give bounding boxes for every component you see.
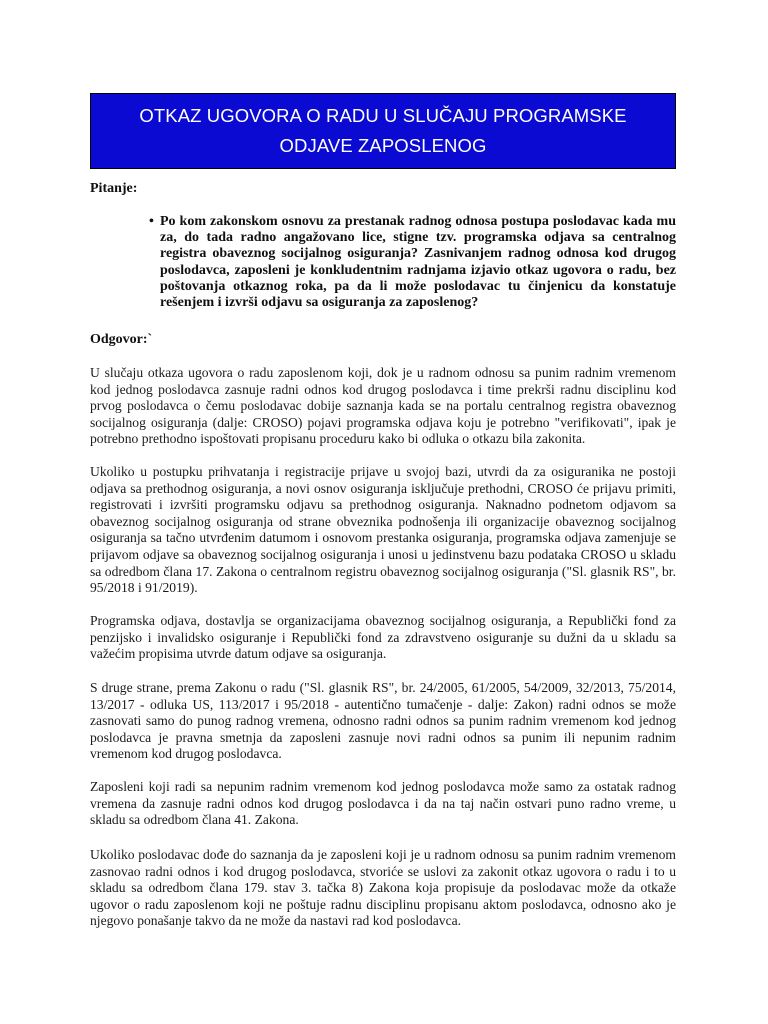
question-item <box>149 214 676 311</box>
answer-paragraph-3: Programska odjava, dostavlja se organizacijama obaveznog socijalnog osiguranja, a Republički fond za penzijsko i invalidsko osiguranje i Republički fond za zdravstveno osiguranje su dužni da u skladu sa važećim propisima utvrde datum odjave sa osiguranja. <box>90 613 676 662</box>
answer-paragraph-6: Ukoliko poslodavac dođe do saznanja da je zaposleni koji je u radnom odnosu sa punim radnim vremenom zasnovao radni odnos i kod drugog poslodavca, stvoriće se uslovi za zakonit otkaz ugovora o radu i to u skladu sa odredbom člana 179. stav 3. tačka 8) Zakona koja propisuje da poslodavac može da otkaže ugovor o radu zaposlenom koji ne poštuje radnu disciplinu propisanu aktom poslodavca, odnosno ako je njegovo ponašanje takvo da ne može da nastavi rad kod poslodavca. <box>90 847 676 929</box>
question-label: Pitanje: <box>90 181 138 196</box>
question-text: Po kom zakonskom osnovu za prestanak radnog odnosa postupa poslodavac kada mu za, do tada radno angažovano lice, stigne tzv. programska odjava sa centralnog registra obaveznog socijalnog osiguranja? Zasnivanjem radnog odnosa kod drugog poslodavca, zaposleni je konkludentnim radnjama izjavio otkaz ugovora o radu, bez poštovanja otkaznog roka, pa da li može poslodavac tu činjenicu da konstatuje rešenjem i izvrši odjavu sa osiguranja za zaposlenog? <box>160 214 676 311</box>
title-banner <box>90 93 676 169</box>
question-list <box>148 214 676 311</box>
answer-paragraph-4: S druge strane, prema Zakonu o radu ("Sl. glasnik RS", br. 24/2005, 61/2005, 54/2009, 32/2013, 75/2014, 13/2017 - odluka US, 113/2017 i 95/2018 - autentično tumačenje - dalje: Zakon) radni odnos se može zasnovati samo do punog radnog vremena, odnosno radni odnos sa punim radnim vremenom kod jednog poslodavca je pravna smetnja da zaposleni zasnuje novi radni odnos sa punim ili nepunim radnim vremenom kod drugog poslodavca. <box>90 680 676 762</box>
answer-paragraph-2: Ukoliko u postupku prihvatanja i registracije prijave u svojoj bazi, utvrdi da za osiguranika ne postoji odjava sa prethodnog osiguranja, a novi osnov osiguranja isključuje prethodni, CROSO će prijavu primiti, registrovati i izvršiti programsku odjavu sa prethodnog osiguranja. Naknadno podnetom odjavom sa obaveznog socijalnog osiguranja od strane obveznika podnošenja ili organizacije obaveznog socijalnog osiguranja sa tačno utvrđenim datumom i osnovom prestanka osiguranja, programska odjava zamenjuje se prijavom odjave sa obaveznog socijalnog osiguranja i unosi u jedinstvenu bazu podataka CROSO u skladu sa odredbom člana 17. Zakona o centralnom registru obaveznog socijalnog osiguranja ("Sl. glasnik RS", br. 95/2018 i 91/2019). <box>90 464 676 596</box>
document-title: OTKAZ UGOVORA O RADU U SLUČAJU PROGRAMSKE ODJAVE ZAPOSLENOG <box>139 105 627 156</box>
answer-paragraph-1: U slučaju otkaza ugovora o radu zaposlenom koji, dok je u radnom odnosu sa punim radnim vremenom kod jednog poslodavca zasnuje radni odnos kod drugog poslodavca i time prekrši radnu disciplinu kod prvog poslodavca o čemu poslodavac dobije saznanja kada se na portalu centralnog registra obaveznog socijalnog osiguranja (dalje: CROSO) pojavi programska odjava koju je potrebno "verifikovati", ipak je potrebno prethodno ispoštovati propisanu proceduru kako bi odluka o otkazu bila zakonita. <box>90 365 676 447</box>
answer-label: Odgovor:` <box>90 332 153 347</box>
bullet-icon: • <box>149 214 154 229</box>
answer-paragraph-5: Zaposleni koji radi sa nepunim radnim vremenom kod jednog poslodavca može samo za ostatak radnog vremena da zasnuje radni odnos kod drugog poslodavca i da na taj način ostvari puno radno vreme, u skladu sa odredbom člana 41. Zakona. <box>90 779 676 828</box>
